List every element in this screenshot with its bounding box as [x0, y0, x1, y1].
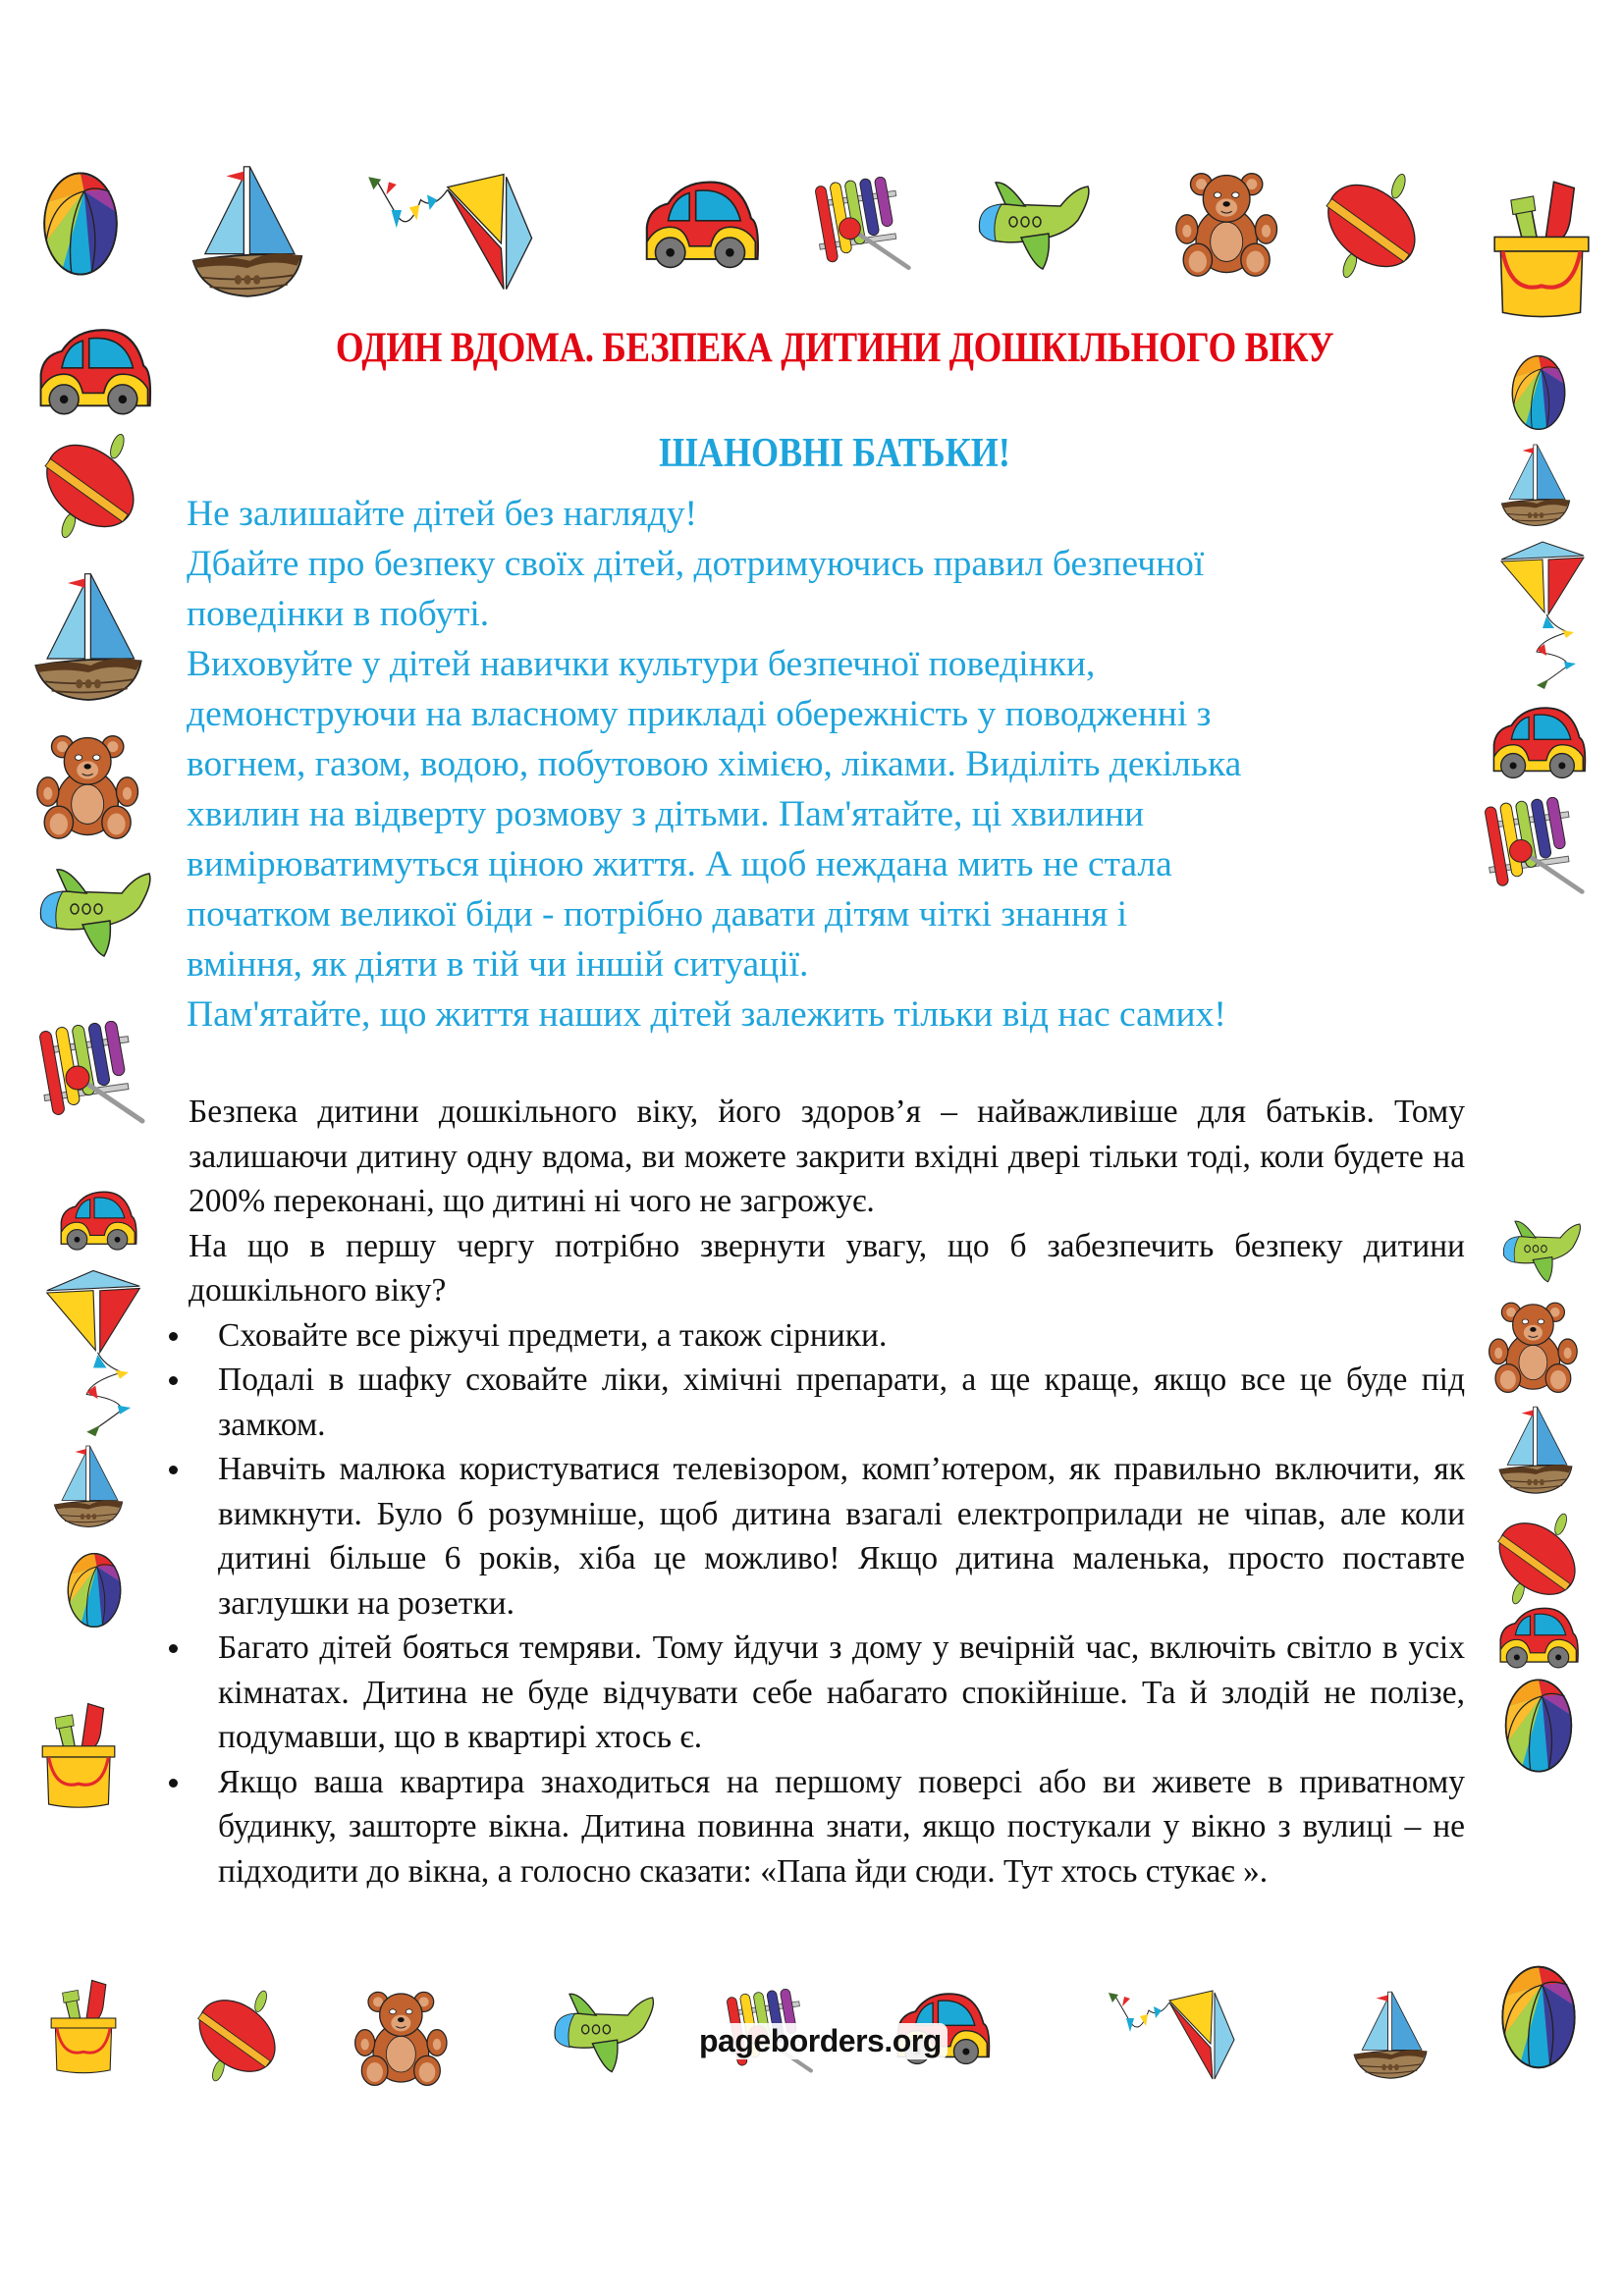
appeal-line: початком великої біди - потрібно давати дітям чіткі знання і: [187, 894, 1128, 934]
ball-icon: [1479, 353, 1598, 432]
appeal-to-parents: [187, 489, 1522, 1040]
xylophone-icon: [29, 1021, 157, 1129]
list-item-text: Сховайте все ріжучі предмети, а також сірники.: [218, 1316, 888, 1354]
sand-bucket-icon: [39, 1979, 128, 2077]
ball-icon: [35, 165, 126, 283]
list-item: [189, 1358, 1465, 1447]
ball-icon: [1481, 1677, 1597, 1775]
subtitle: ШАНОВНІ БАТЬКИ!: [659, 431, 1010, 476]
sand-bucket-icon: [1490, 173, 1593, 330]
spinning-top-icon: [1479, 1512, 1593, 1606]
page-title: ОДИН ВДОМА. БЕЗПЕКА ДИТИНИ ДОШКІЛЬНОГО ВІКУ: [335, 325, 1334, 371]
car-icon: [31, 1188, 163, 1253]
sailboat-icon: [189, 159, 306, 306]
sailboat-icon: [1331, 1989, 1449, 2083]
question-paragraph: На що в першу чергу потрібно звернути увагу, що б забезпечить безпеку дитини дошкільного віку?: [189, 1227, 1465, 1308]
list-item-text: Багато дітей бояться темряви. Тому йдучи з дому у вечірній час, включіть світло в усіх кімнатах. Дитина не буде відчувати себе набагато спокійніше. Та й злодій не полізе, подумавши, що в квартирі хтось є.: [218, 1629, 1465, 1755]
list-item-text: Навчіть малюка користуватися телевізором, комп’ютером, як правильно включити, як вимкнути. Було б розумніше, щоб дитина взагалі електроприлади не чіпав, але коли дитині більше 6 років, хіба це можливо! Якщо дитина маленька, просто поставте заглушки на розетки.: [218, 1451, 1465, 1622]
appeal-line: Пам'ятайте, що життя наших дітей залежить тільки від нас самих!: [187, 994, 1226, 1035]
appeal-line: Виховуйте у дітей навички культури безпечної поведінки,: [187, 644, 1096, 684]
watermark: pageborders.org: [693, 2023, 947, 2059]
ball-icon: [33, 1551, 155, 1629]
xylophone-icon: [805, 177, 923, 275]
car-icon: [636, 175, 764, 273]
appeal-line: вимірюватимуться ціною життя. А щоб неждана мить не стала: [187, 844, 1172, 884]
teddy-bear-icon: [353, 1989, 452, 2087]
sand-bucket-icon: [39, 1698, 118, 1816]
list-item: [189, 1447, 1465, 1626]
airplane-icon: [966, 177, 1104, 275]
teddy-bear-icon: [1481, 1300, 1589, 1394]
spinning-top-icon: [1316, 167, 1424, 285]
airplane-icon: [1479, 1217, 1606, 1286]
bullet-icon: [169, 1332, 178, 1341]
airplane-icon: [27, 864, 165, 962]
spinning-top-icon: [187, 1989, 285, 2083]
spinning-top-icon: [29, 432, 147, 540]
list-item-text: Якщо ваша квартира знаходиться на першому поверсі або ви живете в приватному будинку, зашторте вікна. Дитина повинна знати, якщо постукали у вікно з вулиці – не підходити до вікна, а голосно сказати: «Папа йди сюди. Тут хтось стукає ».: [218, 1763, 1465, 1890]
appeal-line: хвилин на відверту розмову з дітьми. Пам'ятайте, ці хвилини: [187, 794, 1145, 834]
bullet-icon: [169, 1376, 178, 1385]
list-item: [189, 1313, 1465, 1359]
appeal-line: демонструючи на власному прикладі обережність у поводженні з: [187, 694, 1212, 734]
safety-article: [189, 1090, 1465, 1894]
sailboat-icon: [29, 569, 147, 707]
sailboat-icon: [29, 1443, 147, 1531]
airplane-icon: [536, 1989, 674, 2077]
sailboat-icon: [1479, 1404, 1593, 1498]
appeal-line: вогнем, газом, водою, побутовою хімією, ліками. Виділіть декілька: [187, 744, 1242, 784]
list-item-text: Подалі в шафку сховайте ліки, хімічні препарати, а ще краще, якщо все це буде під замком.: [218, 1362, 1465, 1443]
appeal-line: Не залишайте дітей без нагляду!: [187, 494, 697, 534]
safety-tips-list: [189, 1313, 1465, 1895]
teddy-bear-icon: [1174, 165, 1282, 283]
car-icon: [27, 324, 159, 418]
list-item: [189, 1626, 1465, 1760]
bullet-icon: [169, 1644, 178, 1653]
bullet-icon: [169, 1779, 178, 1788]
teddy-bear-icon: [35, 732, 143, 840]
appeal-line: Дбайте про безпеку своїх дітей, дотримуючись правил безпечної: [187, 544, 1205, 584]
bullet-icon: [169, 1466, 178, 1474]
car-icon: [1479, 1604, 1597, 1671]
appeal-line: вміння, як діяти в тій чи іншій ситуації.: [187, 944, 809, 985]
kite-icon: [29, 1266, 157, 1443]
list-item: [189, 1760, 1465, 1895]
kite-icon: [1041, 1989, 1306, 2087]
appeal-line: поведінки в побуті.: [187, 594, 490, 634]
kite-icon: [310, 172, 595, 299]
ball-icon: [1485, 1963, 1593, 2071]
intro-paragraph: Безпека дитини дошкільного віку, його здоров’я – найважливіше для батьків. Тому залишаючи дитину одну вдома, ви можете закрити вхідні двері тільки тоді, коли будете на 200% переконані, що дитині ні чого не загрожує.: [189, 1094, 1465, 1219]
